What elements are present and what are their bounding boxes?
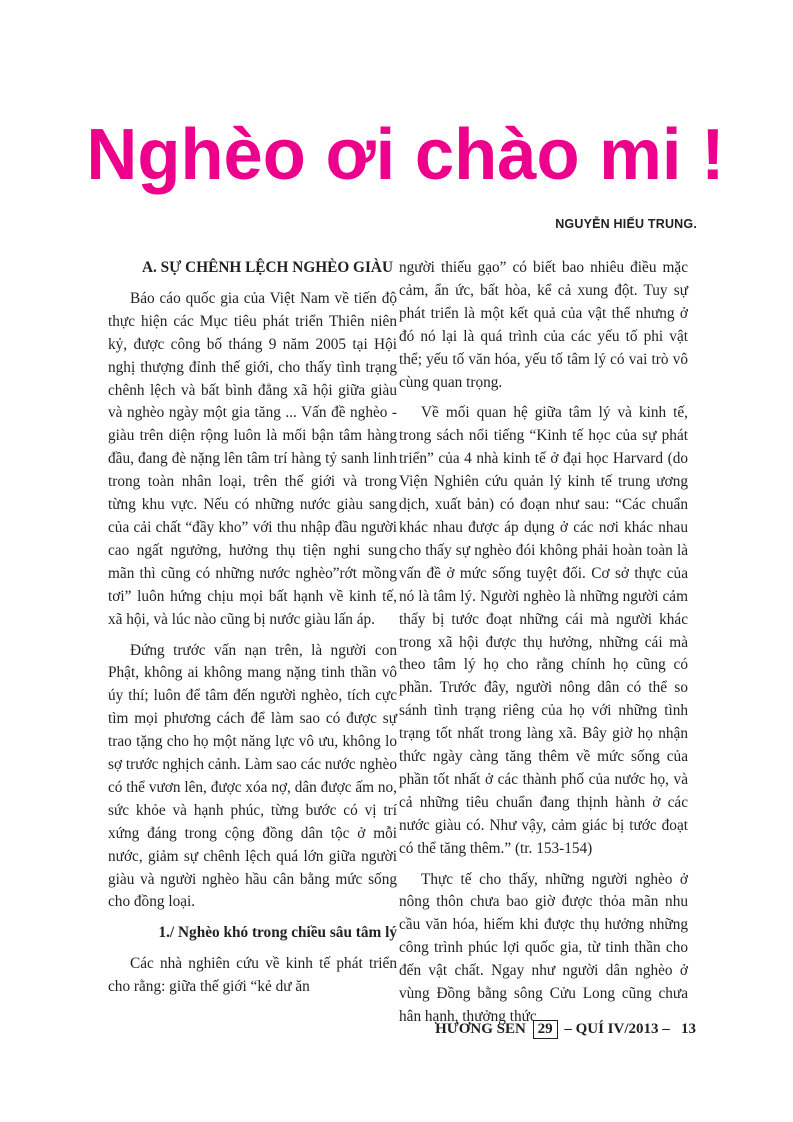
paragraph: Đứng trước vấn nạn trên, là người con Phật, không ai không mang nặng tinh thần vô úy thí; luôn để tâm đến người nghèo, tích cực tìm mọi phương cách để làm sao có được sự trao tặng cho họ một năng lực vô ưu, không lo sợ trước nghịch cảnh. Làm sao các nước nghèo có thể vươn lên, được xóa nợ, dân được ấm no, sức khỏe và hạnh phúc, từng bước có vị trí xứng đáng trong cộng đồng dân tộc ở mỗi nước, giảm sự chênh lệch quá lớn giữa người giàu và người nghèo hầu cân bằng mức sống cho đồng loại. xyxy=(108,641,397,911)
left-column xyxy=(108,257,397,1007)
article-title: Nghèo ơi chào mi ! xyxy=(86,115,725,195)
page-footer xyxy=(435,1020,696,1039)
article-author: NGUYỄN HIẾU TRUNG. xyxy=(555,217,697,231)
issue-period: – QUÍ IV/2013 – xyxy=(564,1021,670,1037)
paragraph: Báo cáo quốc gia của Việt Nam về tiến độ thực hiện các Mục tiêu phát triển Thiên niên kỷ, được công bố tháng 9 năm 2005 tại Hội nghị thượng đỉnh thế giới, cho thấy tình trạng chênh lệch và bất bình đẳng xã hội giữa giàu và nghèo ngày một gia tăng ... Vấn đề nghèo - giàu trên diện rộng luôn là mối bận tâm hàng đầu, đang đè nặng lên tâm trí hàng tỷ sanh linh trong toàn nhân loại, trên thế giới và trong từng khu vực. Nếu có những nước giàu sang của cải chất “đầy kho” với thu nhập đầu người cao ngất ngưởng, hưởng thụ tiện nghi sung mãn thì cũng có những nước nghèo”rớt mồng tơi” luôn hứng chịu mọi bất hạnh về kinh tế, xã hội, và lúc nào cũng bị nước giàu lấn áp. xyxy=(108,289,397,628)
paragraph: người thiếu gạo” có biết bao nhiêu điều mặc cảm, ẩn ức, bất hòa, kể cả xung đột. Tuy sự phát triển là một kết quả của vật thể nhưng ở đó nó lại là quá trình của các yếu tố phi vật thể; yếu tố văn hóa, yếu tố tâm lý có vai trò vô cùng quan trọng. xyxy=(399,259,688,391)
paragraph: Về mối quan hệ giữa tâm lý và kinh tế, trong sách nổi tiếng “Kinh tế học của sự phát triển” của 4 nhà kinh tế ở đại học Harvard (do Viện Nghiên cứu quản lý kinh tế trung ương dịch, xuất bản) có đoạn như sau: “Các chuẩn khác nhau được áp dụng ở các nơi khác nhau cho thấy sự nghèo đói không phải hoàn toàn là vấn đề ở mức sống tuyệt đối. Cơ sở thực của nó là tâm lý. Người nghèo là những người cảm thấy bị tước đoạt những cái mà người khác trong xã hội được thụ hưởng, những cái mà theo tâm lý họ cho rằng chính họ cũng có phần. Trước đây, người nông dân có thể so sánh tình trạng riêng của họ với những tình trạng tốt nhất trong làng xã. Bây giờ họ nhận thức ngày càng tăng thêm về mức sống của phần tốt nhất ở các thành phố của nước họ, và cả những tiêu chuẩn đang thịnh hành ở các nước giàu có. Như vậy, cảm giác bị tước đoạt có thể tăng thêm.” (tr. 153-154) xyxy=(399,404,688,857)
page-number: 13 xyxy=(681,1021,696,1037)
subheading: 1./ Nghèo khó trong chiều sâu tâm lý xyxy=(158,924,397,942)
issue-number-box: 29 xyxy=(533,1020,558,1039)
magazine-name: HƯƠNG SEN xyxy=(435,1021,526,1037)
right-column xyxy=(399,257,688,1037)
paragraph: Thực tế cho thấy, những người nghèo ở nông thôn chưa bao giờ được thỏa mãn nhu cầu văn hóa, hiếm khi được thụ hưởng những công trình phúc lợi quốc gia, từ tinh thần cho đến vật chất. Ngay như người dân nghèo ở vùng Đồng bằng sông Cửu Long cũng chưa hân hạnh, thưởng thức xyxy=(399,870,688,1025)
paragraph: Các nhà nghiên cứu về kinh tế phát triển cho rằng: giữa thế giới “kẻ dư ăn xyxy=(108,955,397,996)
section-heading: A. SỰ CHÊNH LỆCH NGHÈO GIÀU xyxy=(141,259,393,276)
